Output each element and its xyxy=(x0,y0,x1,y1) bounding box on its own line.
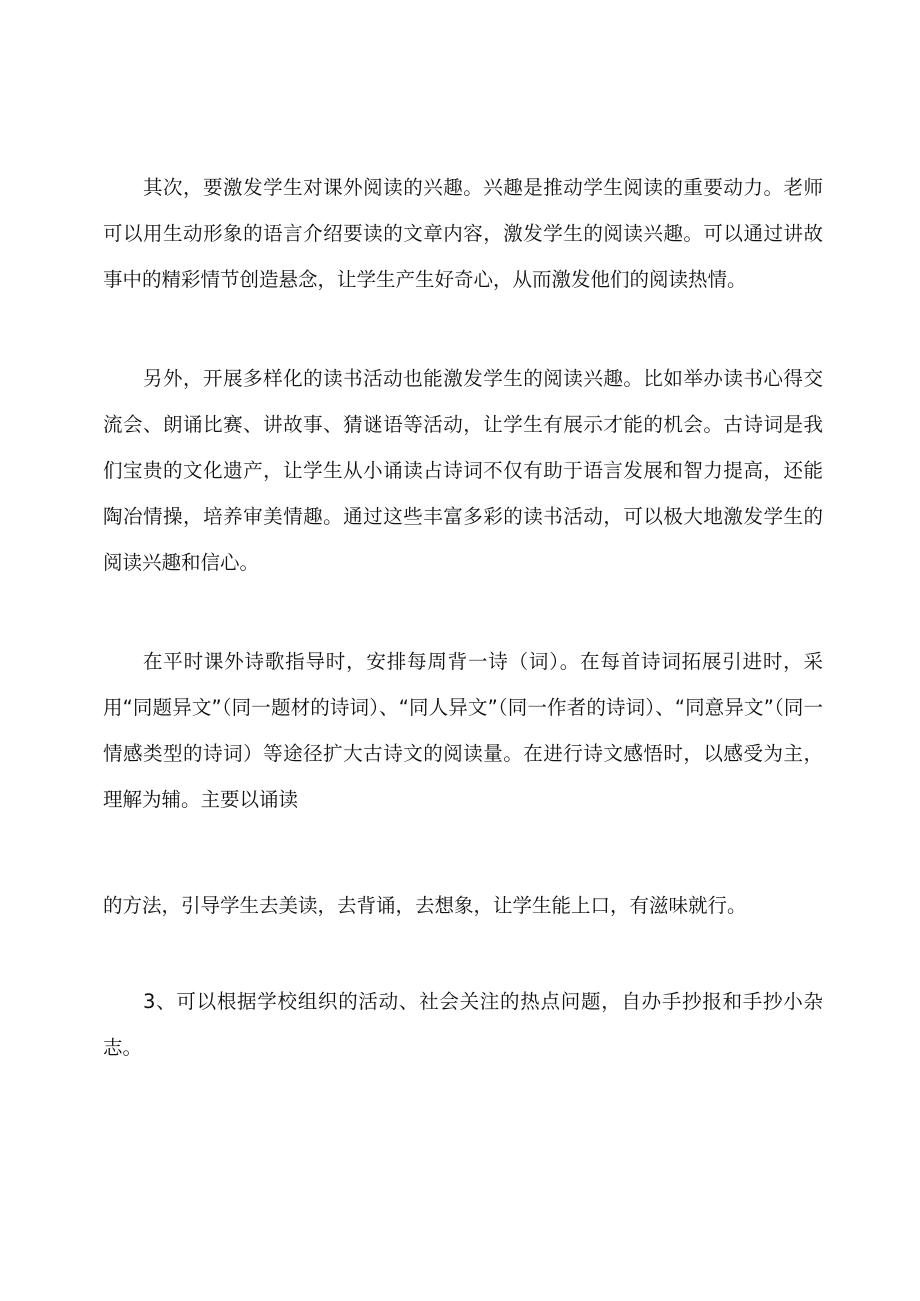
paragraph-reading-interest: 其次，要激发学生对课外阅读的兴趣。兴趣是推动学生阅读的重要动力。老师可以用生动形象的语言介绍要读的文章内容，激发学生的阅读兴趣。可以通过讲故事中的精彩情节创造悬念，让学生产生好奇心，从而激发他们的阅读热情。 xyxy=(103,176,823,291)
paragraph-handwritten-newspaper: 3、可以根据学校组织的活动、社会关注的热点问题，自办手抄报和手抄小杂志。 xyxy=(103,990,823,1059)
paragraph-reading-activities: 另外，开展多样化的读书活动也能激发学生的阅读兴趣。比如举办读书心得交流会、朗诵比赛、讲故事、猜谜语等活动，让学生有展示才能的机会。古诗词是我们宝贵的文化遗产，让学生从小诵读占诗词不仅有助于语言发展和智力提高，还能陶冶情操，培养审美情趣。通过这些丰富多彩的读书活动，可以极大地激发学生的阅读兴趣和信心。 xyxy=(103,367,823,574)
paragraph-poetry-guidance: 在平时课外诗歌指导时，安排每周背一诗（词）。在每首诗词拓展引进时，采用“同题异文”（同一题材的诗词）、“同人异文”（同一作者的诗词）、“同意异文”（同一情感类型的诗词）等途径扩大古诗文的阅读量。在进行诗文感悟时，以感受为主，理解为辅。主要以诵读 xyxy=(103,650,823,811)
paragraph-poetry-guidance-continued: 的方法，引导学生去美读，去背诵，去想象，让学生能上口，有滋味就行。 xyxy=(103,894,747,917)
